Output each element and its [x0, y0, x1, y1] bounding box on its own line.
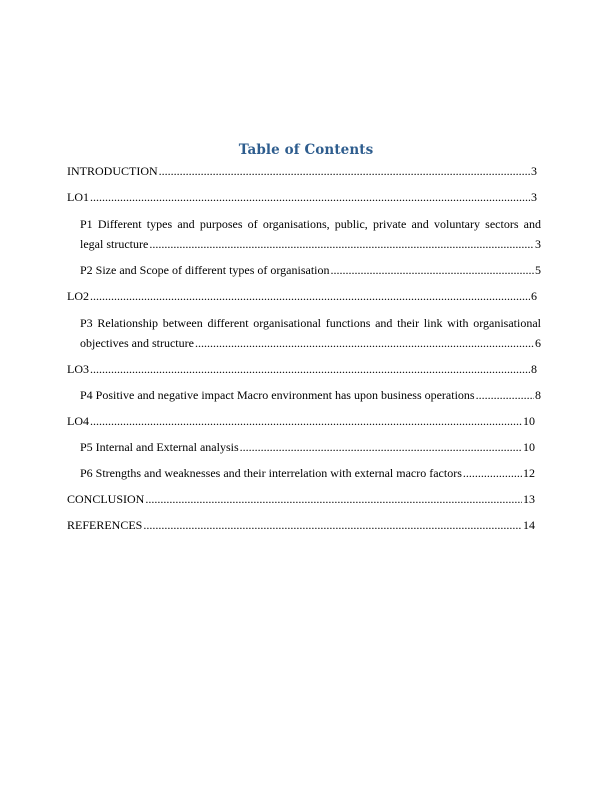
toc-entry-p5[interactable] [80, 438, 535, 457]
toc-entry-label: INTRODUCTION [67, 164, 158, 178]
toc-entry-label: LO2 [67, 289, 89, 303]
toc-leader-dots [90, 287, 530, 306]
toc-entry-label-line1: P1 Different types and purposes of organisations, public, private and voluntary sectors and [80, 217, 541, 231]
toc-entry-label: CONCLUSION [67, 492, 145, 506]
toc-leader-dots [149, 235, 534, 254]
toc-page-number: 6 [535, 336, 541, 350]
toc-page-number: 8 [531, 362, 537, 376]
toc-leader-dots [331, 261, 534, 280]
toc-page-number: 3 [531, 164, 537, 178]
toc-entry-p6[interactable] [80, 464, 535, 483]
toc-page-number: 3 [535, 237, 541, 251]
toc-leader-dots [463, 464, 522, 483]
toc-entry-lo3[interactable] [67, 360, 537, 379]
toc-entry-label-line2: legal structure [80, 237, 149, 251]
toc-entry-p2[interactable] [80, 261, 541, 280]
toc-page-number: 12 [523, 466, 535, 480]
toc-entry-p3[interactable] [80, 313, 541, 353]
toc-title: Table of Contents [238, 142, 374, 158]
toc-page-number: 14 [523, 518, 535, 532]
toc-entry-lo4[interactable] [67, 412, 535, 431]
toc-leader-dots [476, 386, 534, 405]
toc-entry-label-line1: P3 Relationship between different organisational functions and their link with organisational [80, 316, 541, 330]
toc-entry-p4[interactable] [80, 386, 541, 405]
toc-entry-label: P4 Positive and negative impact Macro environment has upon business operations [80, 388, 475, 402]
toc-page-number: 10 [523, 414, 535, 428]
toc-page-number: 3 [531, 190, 537, 204]
toc-leader-dots [145, 490, 522, 509]
toc-page-number: 5 [535, 263, 541, 277]
toc-entry-lo1[interactable] [67, 188, 537, 207]
toc-page-number: 10 [523, 440, 535, 454]
toc-entry-label: P5 Internal and External analysis [80, 440, 239, 454]
toc-entry-label: REFERENCES [67, 518, 143, 532]
toc-entry-p1[interactable] [80, 214, 541, 254]
toc-entry-label: LO3 [67, 362, 89, 376]
toc-leader-dots [143, 516, 522, 535]
toc-entry-label-line2: objectives and structure [80, 336, 194, 350]
toc-page-number: 6 [531, 289, 537, 303]
toc-entry-conclusion[interactable] [67, 490, 535, 509]
toc-entry-label: LO4 [67, 414, 89, 428]
toc-leader-dots [159, 162, 530, 181]
toc-page-number: 13 [523, 492, 535, 506]
toc-leader-dots [90, 188, 530, 207]
toc-entry-references[interactable] [67, 516, 535, 535]
toc-leader-dots [195, 334, 534, 353]
toc-leader-dots [90, 412, 522, 431]
toc-entry-label: LO1 [67, 190, 89, 204]
toc-entry-label: P2 Size and Scope of different types of organisation [80, 263, 330, 277]
table-of-contents [67, 162, 541, 535]
toc-page-number: 8 [535, 388, 541, 402]
toc-entry-introduction[interactable] [67, 162, 537, 181]
toc-leader-dots [90, 360, 530, 379]
toc-entry-label: P6 Strengths and weaknesses and their interrelation with external macro factors [80, 466, 462, 480]
toc-entry-lo2[interactable] [67, 287, 537, 306]
toc-leader-dots [240, 438, 522, 457]
